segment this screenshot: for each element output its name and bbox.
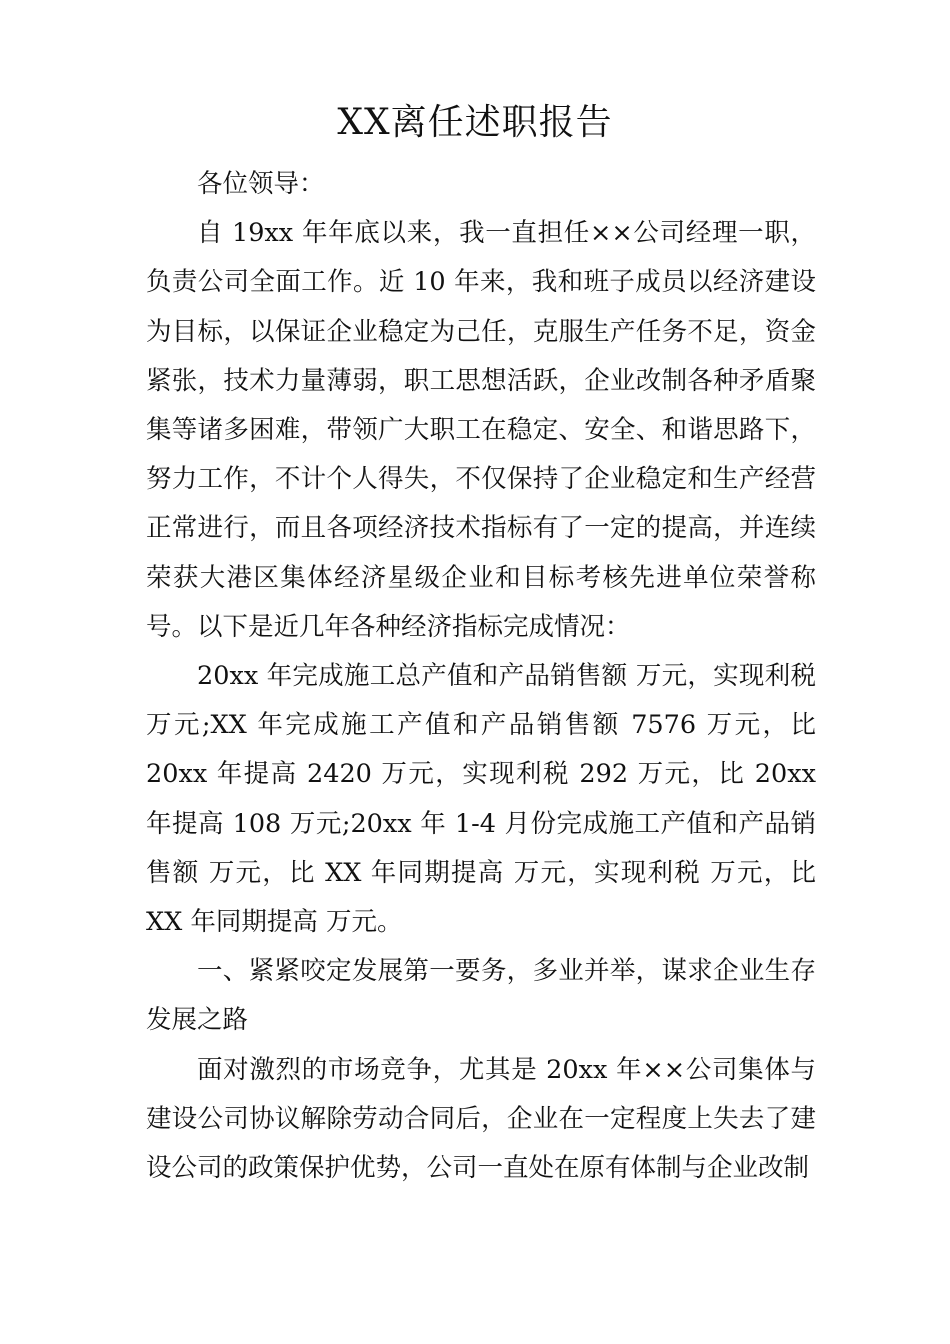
document-body [146,160,816,1193]
paragraph-section-1: 面对激烈的市场竞争，尤其是 20xx 年××公司集体与建设公司协议解除劳动合同后，企业在一定程度上失去了建设公司的政策保护优势，公司一直处在原有体制与企业改制 [146,1054,816,1184]
paragraph-indicators: 20xx 年完成施工总产值和产品销售额 万元，实现利税 万元;XX 年完成施工产值和产品销售额 7576 万元，比 20xx 年提高 2420 万元，实现利税 292 万元，比 20xx 年提高 108 万元;20xx 年 1-4 月份完成施工产值和产品销售额 万元，比 XX 年同期提高 万元，实现利税 万元，比 XX 年同期提高 万元。 [146,661,816,938]
salutation: 各位领导： [197,169,325,199]
paragraph-intro: 自 19xx 年年底以来，我一直担任××公司经理一职，负责公司全面工作。近 10 年来，我和班子成员以经济建设为目标，以保证企业稳定为己任，克服生产任务不足，资金紧张，技术力量薄弱，职工思想活跃，企业改制各种矛盾聚集等诸多困难，带领广大职工在稳定、安全、和谐思路下，努力工作，不计个人得失，不仅保持了企业稳定和生产经营正常进行，而且各项经济技术指标有了一定的提高，并连续荣获大港区集体经济星级企业和目标考核先进单位荣誉称号。以下是近几年各种经济指标完成情况： [146,218,816,642]
document-title: XX离任述职报告 [337,102,613,143]
section-heading-1: 一、紧紧咬定发展第一要务，多业并举，谋求企业生存发展之路 [146,956,816,1036]
